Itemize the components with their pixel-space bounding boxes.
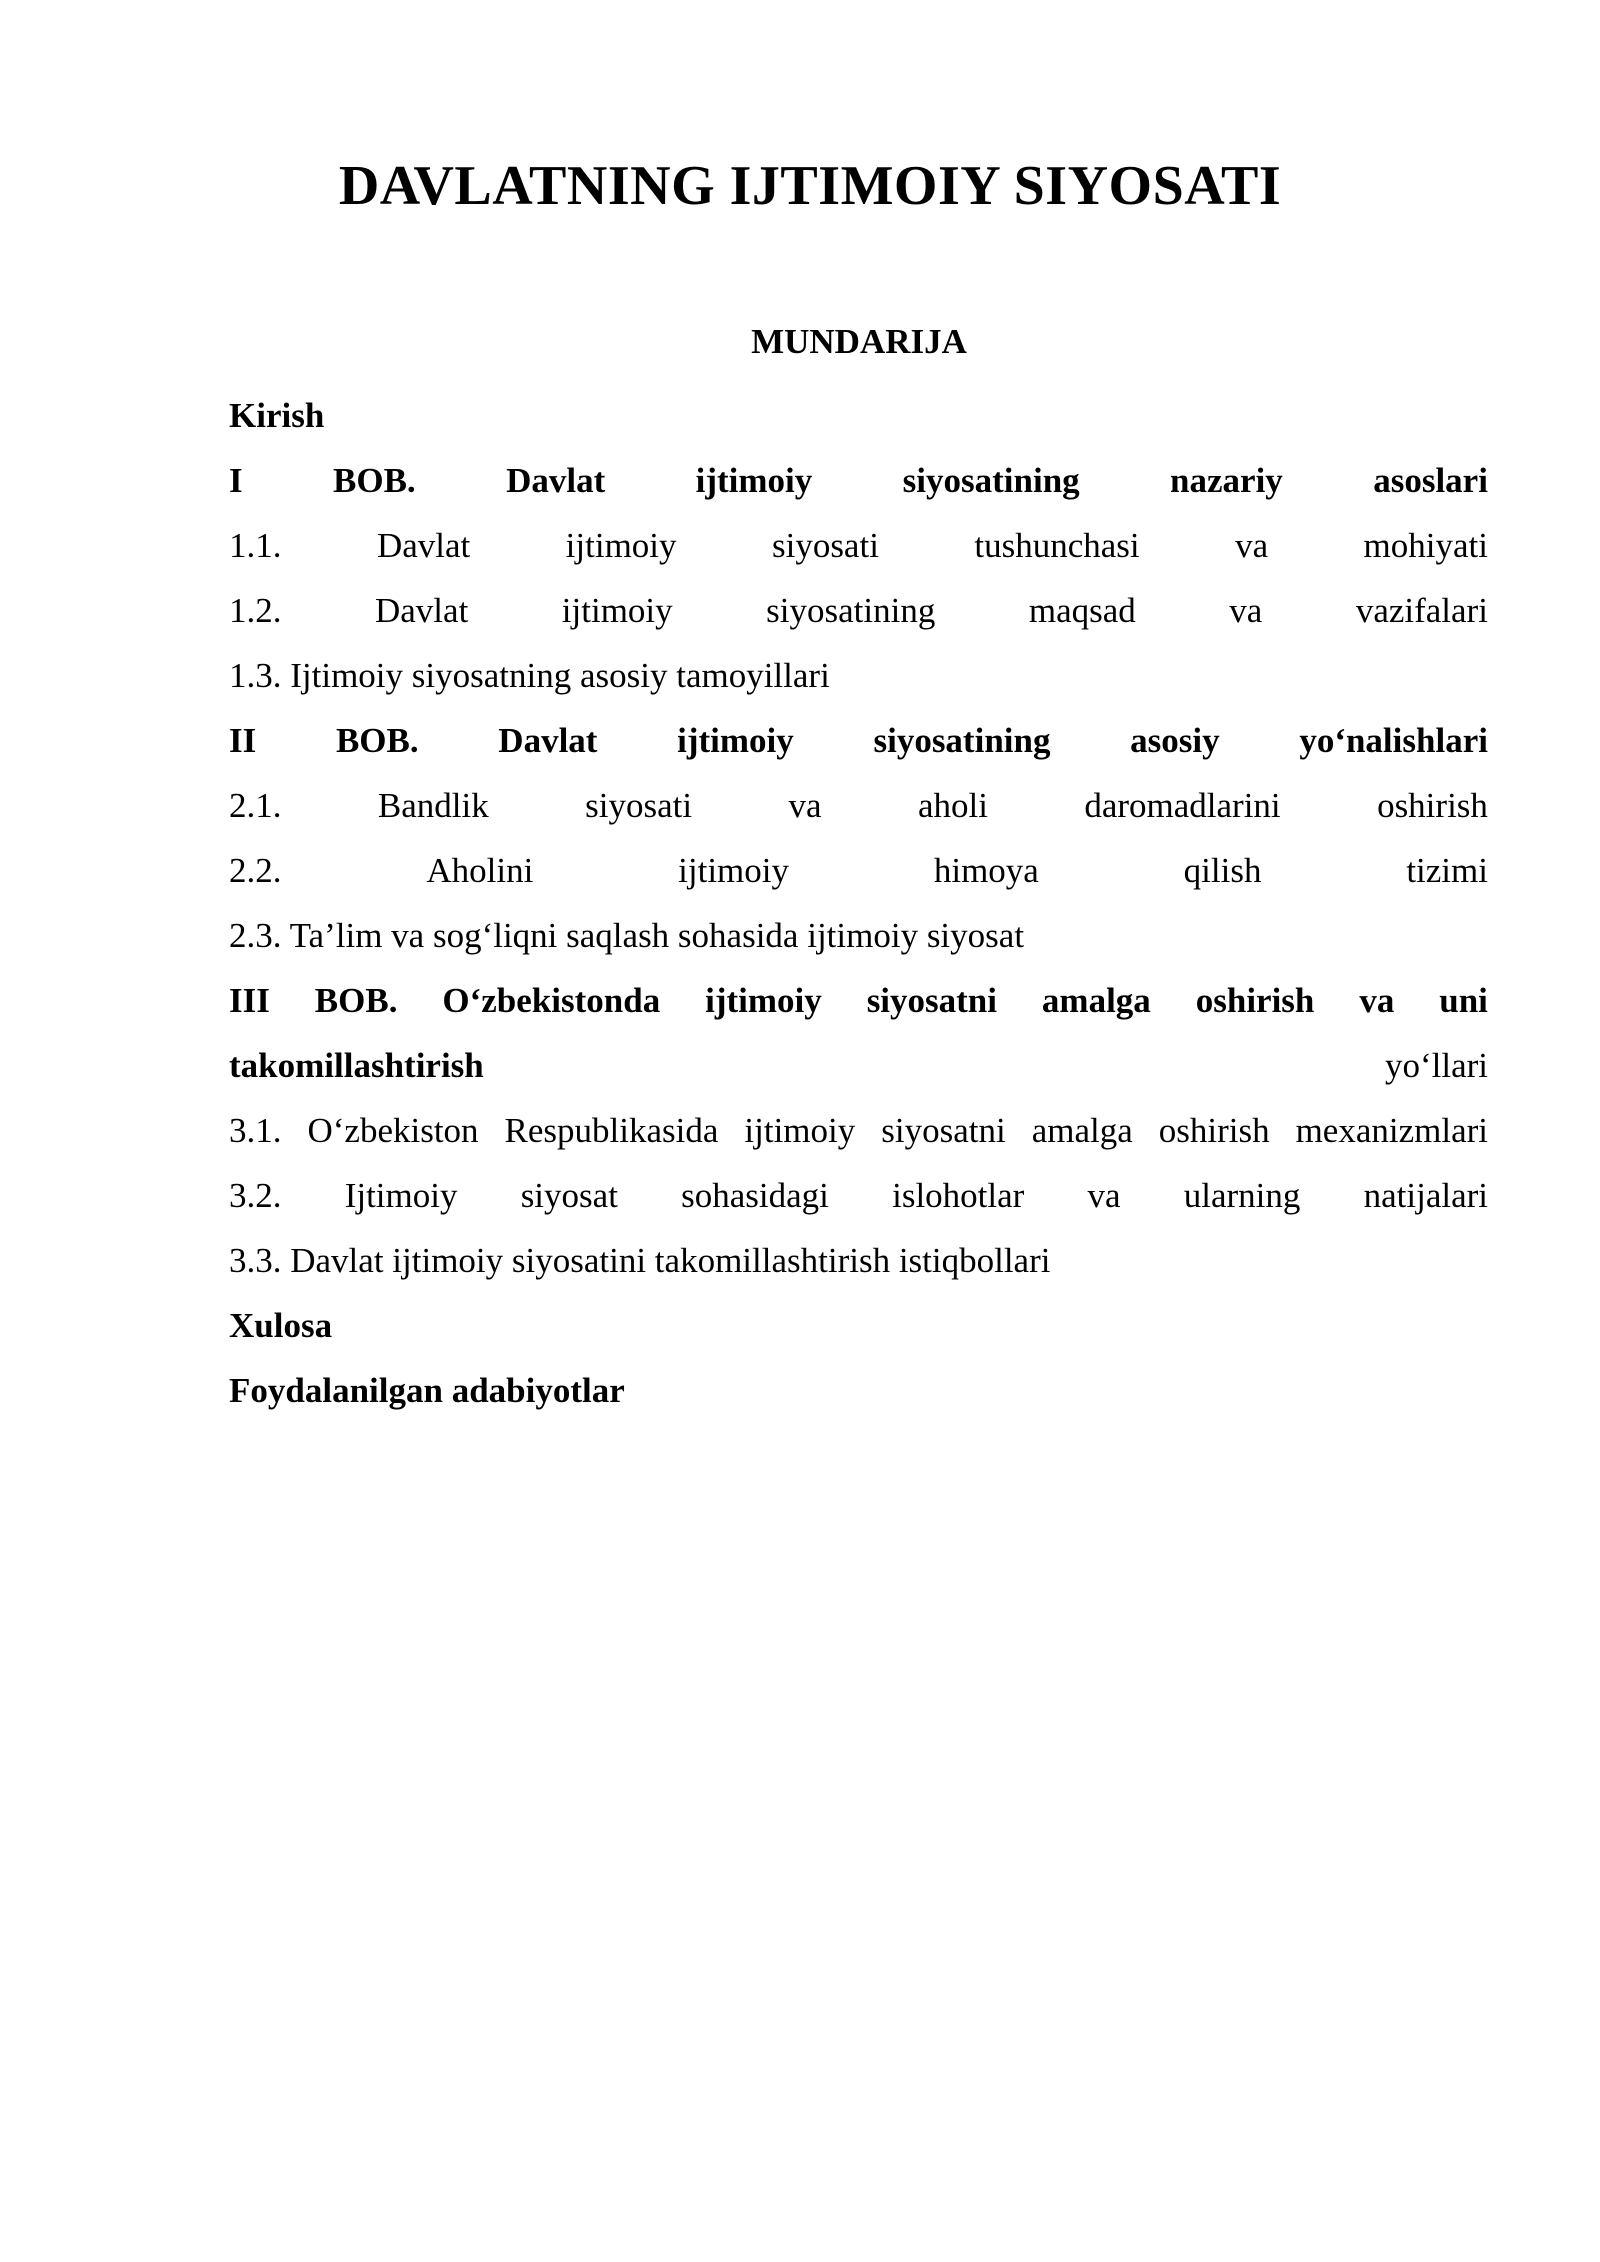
toc-word: I (229, 461, 243, 500)
toc-word: Davlat (506, 461, 606, 500)
toc-word: siyosatining (766, 591, 936, 630)
toc-word: ijtimoiy (678, 851, 789, 890)
toc-word: Davlat (375, 591, 469, 630)
toc-section-3-2 (229, 1163, 1488, 1228)
toc-word: Respublikasida (504, 1111, 719, 1150)
toc-word: 1.2. (229, 591, 282, 630)
toc-word: maqsad (1028, 591, 1136, 630)
toc-item-adabiyotlar (229, 1358, 1488, 1423)
toc-section-1-3 (229, 643, 1488, 708)
toc-word: va (1087, 1176, 1121, 1215)
toc-word: siyosati (585, 786, 693, 825)
toc-word: ijtimoiy (561, 591, 673, 630)
toc-word: va (788, 786, 822, 825)
toc-word: O‘zbekistonda (442, 981, 661, 1020)
toc-chapter-3-line-1 (229, 968, 1488, 1033)
toc-section-2-1 (229, 773, 1488, 838)
toc-word: 1.1. (229, 526, 282, 565)
toc-word: takomillashtirish (229, 1046, 484, 1085)
toc-word: vazifalari (1355, 591, 1488, 630)
toc-word: III (229, 981, 270, 1020)
table-of-contents (229, 383, 1488, 1423)
toc-word: asosiy (1130, 721, 1220, 760)
toc-word: BOB. (333, 461, 416, 500)
toc-chapter-1 (229, 448, 1488, 513)
toc-section-3-3 (229, 1228, 1488, 1293)
toc-word: aholi (917, 786, 988, 825)
toc-item-label: Kirish (229, 396, 325, 435)
toc-word: amalga (1041, 981, 1151, 1020)
toc-word: ijtimoiy (677, 721, 794, 760)
toc-word: siyosat (520, 1176, 618, 1215)
toc-section-2-3 (229, 903, 1488, 968)
toc-item-label: 3.3. Davlat ijtimoiy siyosatini takomillashtirish istiqbollari (229, 1241, 1051, 1280)
toc-section-3-1 (229, 1098, 1488, 1163)
toc-word: mohiyati (1363, 526, 1488, 565)
toc-section-1-1 (229, 513, 1488, 578)
toc-word: Davlat (376, 526, 471, 565)
toc-word: va (1359, 981, 1395, 1020)
toc-item-label: Xulosa (229, 1306, 333, 1345)
toc-item-kirish (229, 383, 1488, 448)
toc-word: Aholini (426, 851, 534, 890)
toc-word: ijtimoiy (695, 461, 813, 500)
toc-word: qilish (1183, 851, 1262, 890)
toc-item-label: Foydalanilgan adabiyotlar (229, 1371, 625, 1410)
toc-word: yo‘llari (1384, 1046, 1488, 1085)
toc-word: O‘zbekiston (307, 1111, 479, 1150)
document-title: DAVLATNING IJTIMOIY SIYOSATI (338, 155, 1282, 217)
toc-word: siyosatining (902, 461, 1080, 500)
toc-word: yo‘nalishlari (1299, 721, 1488, 760)
toc-word: 2.1. (229, 786, 282, 825)
toc-chapter-3-line-2 (229, 1033, 1488, 1098)
toc-word: II (229, 721, 257, 760)
toc-word: Davlat (498, 721, 598, 760)
toc-word: BOB. (335, 721, 419, 760)
toc-word: siyosatining (873, 721, 1051, 760)
toc-word: siyosatni (866, 981, 997, 1020)
toc-word: ijtimoiy (744, 1111, 856, 1150)
toc-word: 2.2. (229, 851, 282, 890)
toc-word: ularning (1183, 1176, 1301, 1215)
toc-word: oshirish (1158, 1111, 1270, 1150)
toc-word: uni (1439, 981, 1488, 1020)
toc-chapter-2 (229, 708, 1488, 773)
toc-word: BOB. (314, 981, 398, 1020)
toc-heading: MUNDARIJA (751, 322, 967, 361)
toc-word: natijalari (1363, 1176, 1488, 1215)
toc-word: daromadlarini (1084, 786, 1281, 825)
toc-word: himoya (933, 851, 1039, 890)
toc-word: 3.1. (229, 1111, 282, 1150)
toc-word: ijtimoiy (705, 981, 822, 1020)
toc-word: siyosati (771, 526, 879, 565)
toc-word: islohotlar (892, 1176, 1025, 1215)
toc-section-2-2 (229, 838, 1488, 903)
toc-word: tushunchasi (974, 526, 1140, 565)
toc-item-xulosa (229, 1293, 1488, 1358)
toc-section-1-2 (229, 578, 1488, 643)
toc-item-label: 2.3. Ta’lim va sog‘liqni saqlash sohasida ijtimoiy siyosat (229, 916, 1025, 955)
toc-word: asoslari (1373, 461, 1488, 500)
toc-word: va (1235, 526, 1269, 565)
toc-word: Ijtimoiy (344, 1176, 458, 1215)
toc-word: nazariy (1170, 461, 1283, 500)
toc-word: siyosatni (881, 1111, 1006, 1150)
toc-word: mexanizmlari (1295, 1111, 1488, 1150)
toc-word: oshirish (1377, 786, 1488, 825)
toc-word: Bandlik (377, 786, 489, 825)
toc-word: amalga (1031, 1111, 1133, 1150)
toc-word: sohasidagi (681, 1176, 829, 1215)
toc-item-label: 1.3. Ijtimoiy siyosatning asosiy tamoyillari (229, 656, 830, 695)
toc-word: 3.2. (229, 1176, 282, 1215)
toc-word: tizimi (1406, 851, 1488, 890)
toc-word: ijtimoiy (565, 526, 677, 565)
toc-word: va (1229, 591, 1263, 630)
toc-word: oshirish (1195, 981, 1315, 1020)
